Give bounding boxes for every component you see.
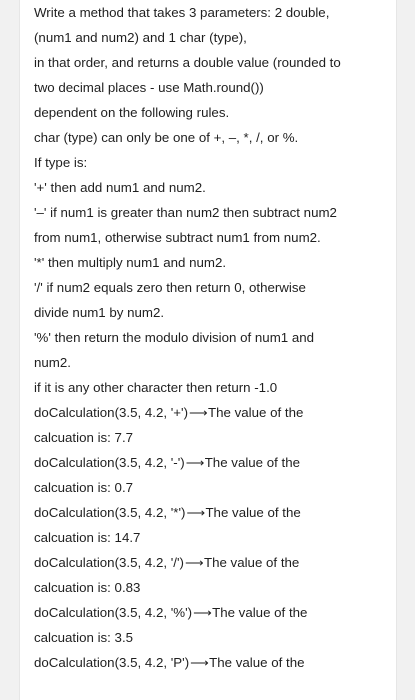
right-arrow-icon: ⟶ xyxy=(189,405,208,420)
text-line: (num1 and num2) and 1 char (type), xyxy=(34,30,247,45)
example-result-line: calcuation is: 14.7 xyxy=(34,530,141,545)
document-page xyxy=(19,0,397,700)
example-call: doCalculation(3.5, 4.2, '+') xyxy=(34,405,189,420)
text-line: char (type) can only be one of +, –, *, /, or %. xyxy=(34,130,299,145)
text-line: if it is any other character then return -1.0 xyxy=(34,380,278,395)
document-content xyxy=(34,0,390,675)
text-line: '/' if num2 equals zero then return 0, otherwise xyxy=(34,280,306,295)
example-call: doCalculation(3.5, 4.2, '*') xyxy=(34,505,186,520)
example-call: doCalculation(3.5, 4.2, '-') xyxy=(34,455,185,470)
text-line: '+' then add num1 and num2. xyxy=(34,180,206,195)
text-line: num2. xyxy=(34,355,71,370)
example-result-line: calcuation is: 7.7 xyxy=(34,430,134,445)
text-line: Write a method that takes 3 parameters: 2 double, xyxy=(34,5,330,20)
example-call-line xyxy=(34,500,390,525)
example-call-line xyxy=(34,450,390,475)
text-line: '%' then return the modulo division of num1 and xyxy=(34,330,315,345)
example-call: doCalculation(3.5, 4.2, 'P') xyxy=(34,655,190,670)
text-line: dependent on the following rules. xyxy=(34,105,230,120)
example-result-start: The value of the xyxy=(205,505,301,520)
text-line: in that order, and returns a double value (rounded to xyxy=(34,55,341,70)
text-line: If type is: xyxy=(34,155,88,170)
example-result-start: The value of the xyxy=(208,405,304,420)
example-result-start: The value of the xyxy=(204,455,301,470)
text-line: '–' if num1 is greater than num2 then subtract num2 xyxy=(34,205,337,220)
example-result-line: calcuation is: 0.7 xyxy=(34,480,134,495)
example-result-start: The value of the xyxy=(209,655,305,670)
right-arrow-icon: ⟶ xyxy=(190,655,209,670)
text-line: '*' then multiply num1 and num2. xyxy=(34,255,227,270)
example-call: doCalculation(3.5, 4.2, '/') xyxy=(34,555,184,570)
right-arrow-icon: ⟶ xyxy=(184,555,204,570)
right-arrow-icon: ⟶ xyxy=(193,605,212,620)
right-arrow-icon: ⟶ xyxy=(186,505,206,520)
example-result-start: The value of the xyxy=(212,605,308,620)
example-result-line: calcuation is: 3.5 xyxy=(34,630,134,645)
example-call: doCalculation(3.5, 4.2, '%') xyxy=(34,605,193,620)
example-result-start: The value of the xyxy=(203,555,300,570)
example-call-line xyxy=(34,550,390,575)
right-arrow-icon: ⟶ xyxy=(185,455,205,470)
example-call-line xyxy=(34,400,390,425)
text-line: divide num1 by num2. xyxy=(34,305,165,320)
text-line: from num1, otherwise subtract num1 from num2. xyxy=(34,230,321,245)
example-call-line xyxy=(34,650,390,675)
example-call-line xyxy=(34,600,390,625)
example-result-line: calcuation is: 0.83 xyxy=(34,580,141,595)
text-line: two decimal places - use Math.round()) xyxy=(34,80,264,95)
